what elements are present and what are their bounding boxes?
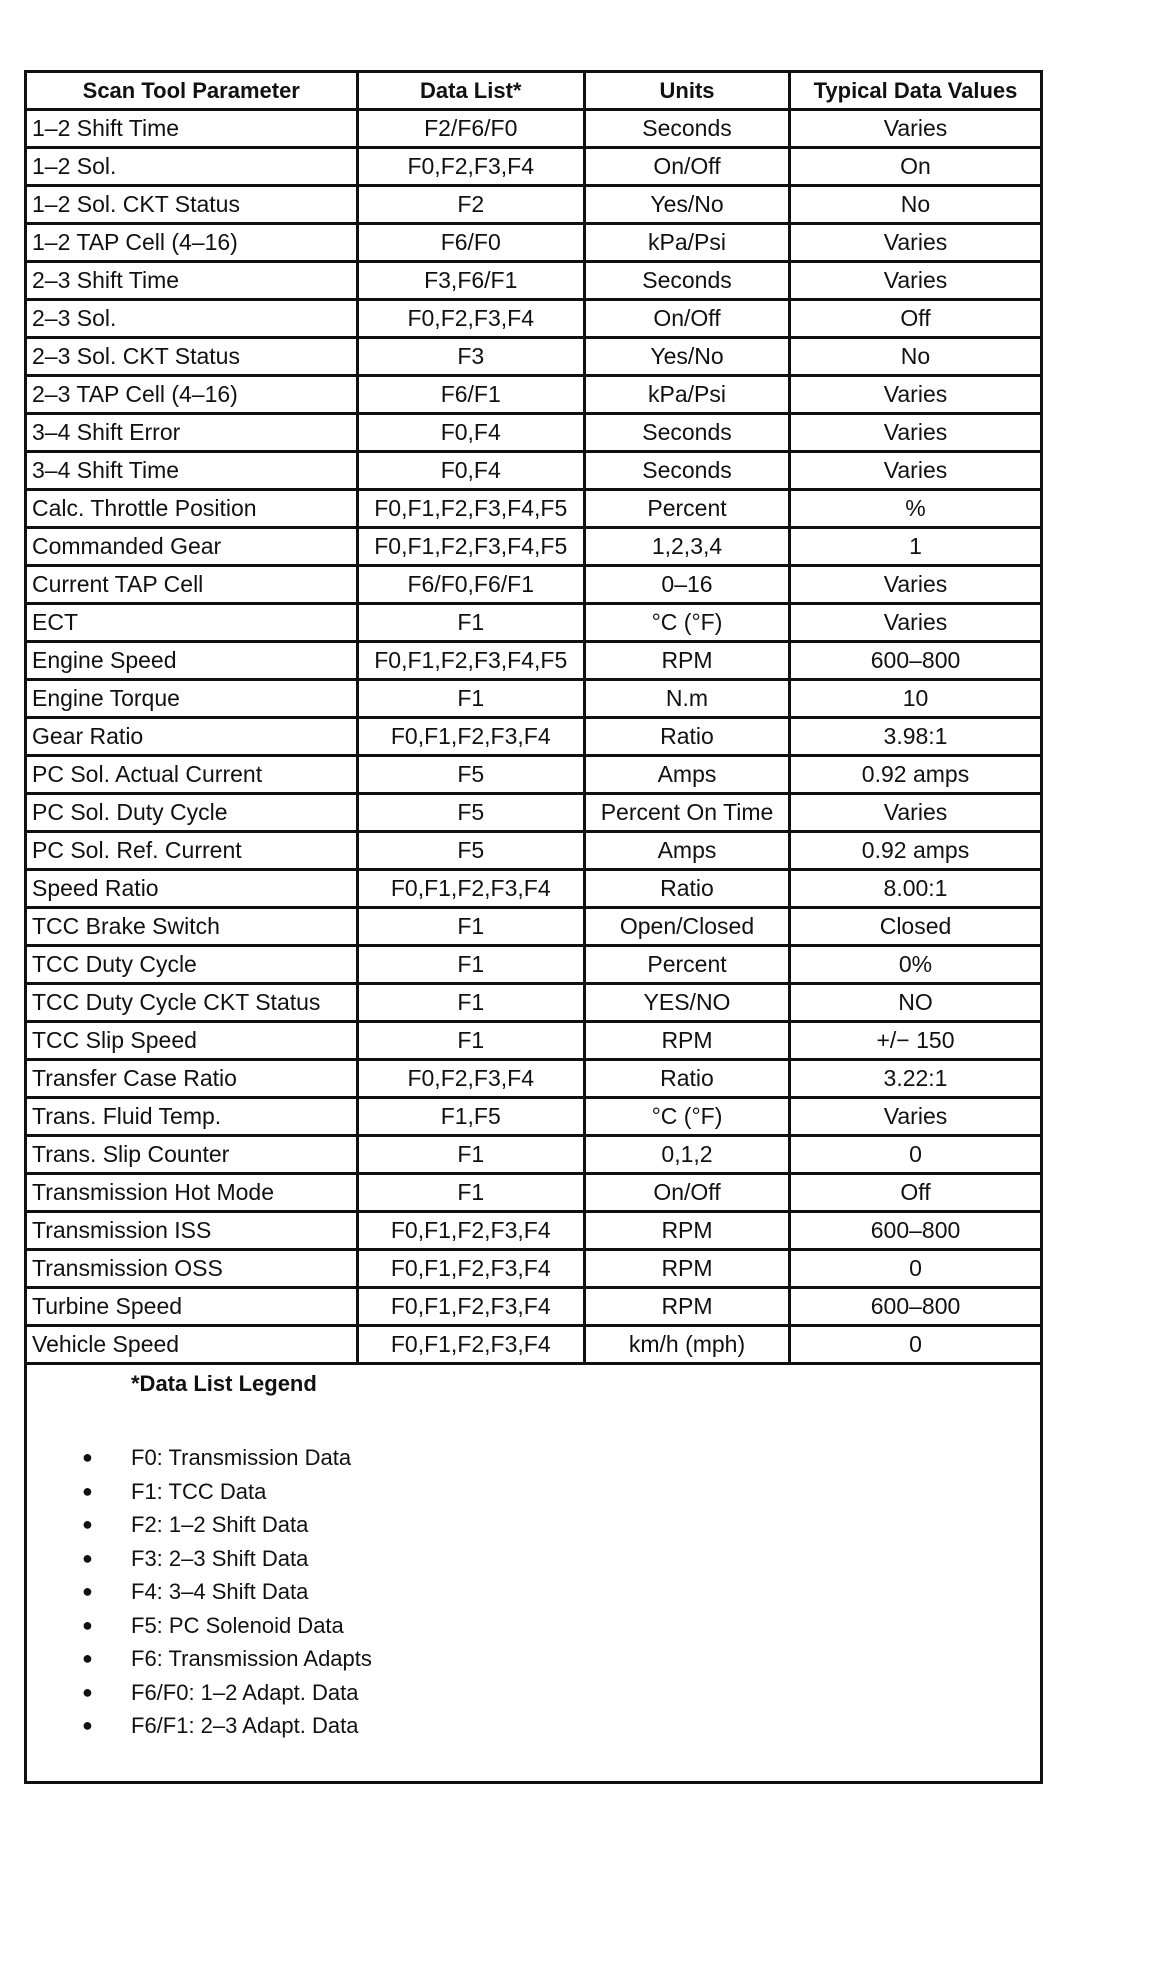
cell-parameter: TCC Duty Cycle CKT Status: [26, 984, 358, 1022]
cell-units: On/Off: [584, 1174, 789, 1212]
cell-units: N.m: [584, 680, 789, 718]
bullet-icon: ●: [82, 1614, 93, 1635]
cell-units: °C (°F): [584, 604, 789, 642]
table-row: [26, 300, 1042, 338]
cell-data-list: F0,F2,F3,F4: [357, 300, 584, 338]
table-row: [26, 1250, 1042, 1288]
cell-data-list: F1: [357, 1022, 584, 1060]
cell-units: kPa/Psi: [584, 376, 789, 414]
cell-typical-value: Varies: [790, 1098, 1042, 1136]
cell-units: kPa/Psi: [584, 224, 789, 262]
cell-parameter: PC Sol. Ref. Current: [26, 832, 358, 870]
legend-item: [72, 1542, 372, 1576]
cell-data-list: F0,F1,F2,F3,F4,F5: [357, 490, 584, 528]
cell-units: km/h (mph): [584, 1326, 789, 1364]
cell-units: RPM: [584, 1212, 789, 1250]
cell-parameter: 2–3 Sol.: [26, 300, 358, 338]
legend-item: [72, 1441, 372, 1475]
cell-parameter: Transmission OSS: [26, 1250, 358, 1288]
scan-tool-data-table: [24, 70, 1043, 1365]
cell-parameter: PC Sol. Actual Current: [26, 756, 358, 794]
cell-data-list: F1: [357, 1174, 584, 1212]
cell-parameter: 1–2 TAP Cell (4–16): [26, 224, 358, 262]
cell-typical-value: 0.92 amps: [790, 756, 1042, 794]
cell-typical-value: No: [790, 338, 1042, 376]
cell-typical-value: Varies: [790, 604, 1042, 642]
cell-units: Amps: [584, 832, 789, 870]
legend-item-text: F0: Transmission Data: [131, 1445, 352, 1470]
bullet-icon: ●: [82, 1480, 93, 1501]
cell-data-list: F0,F1,F2,F3,F4,F5: [357, 528, 584, 566]
cell-typical-value: 0%: [790, 946, 1042, 984]
legend-item: [72, 1642, 372, 1676]
cell-units: Ratio: [584, 718, 789, 756]
cell-units: Ratio: [584, 870, 789, 908]
table-row: [26, 376, 1042, 414]
legend-list: [72, 1441, 372, 1743]
table-row: [26, 1326, 1042, 1364]
cell-typical-value: Varies: [790, 376, 1042, 414]
table-row: [26, 186, 1042, 224]
table-row: [26, 528, 1042, 566]
cell-parameter: Engine Torque: [26, 680, 358, 718]
table-row: [26, 718, 1042, 756]
header-scan-tool-parameter: Scan Tool Parameter: [26, 72, 358, 110]
cell-units: 1,2,3,4: [584, 528, 789, 566]
table-row: [26, 1174, 1042, 1212]
cell-parameter: 1–2 Shift Time: [26, 110, 358, 148]
table-row: [26, 1098, 1042, 1136]
cell-units: 0–16: [584, 566, 789, 604]
cell-typical-value: Varies: [790, 566, 1042, 604]
cell-parameter: Turbine Speed: [26, 1288, 358, 1326]
cell-typical-value: 0: [790, 1250, 1042, 1288]
bullet-icon: ●: [82, 1447, 93, 1467]
cell-data-list: F5: [357, 832, 584, 870]
cell-units: Ratio: [584, 1060, 789, 1098]
table-row: [26, 1022, 1042, 1060]
cell-parameter: Speed Ratio: [26, 870, 358, 908]
cell-units: Seconds: [584, 452, 789, 490]
table-row: [26, 1212, 1042, 1250]
header-data-list: Data List*: [357, 72, 584, 110]
legend-title: *Data List Legend: [131, 1371, 317, 1396]
cell-parameter: Trans. Fluid Temp.: [26, 1098, 358, 1136]
cell-units: On/Off: [584, 148, 789, 186]
cell-units: RPM: [584, 1250, 789, 1288]
cell-typical-value: Varies: [790, 262, 1042, 300]
table-row: [26, 908, 1042, 946]
cell-typical-value: 0: [790, 1326, 1042, 1364]
legend-item-text: F3: 2–3 Shift Data: [131, 1545, 309, 1571]
table-row: [26, 756, 1042, 794]
cell-parameter: Transfer Case Ratio: [26, 1060, 358, 1098]
cell-data-list: F1: [357, 1136, 584, 1174]
cell-data-list: F0,F2,F3,F4: [357, 1060, 584, 1098]
cell-typical-value: 600–800: [790, 1288, 1042, 1326]
cell-typical-value: Varies: [790, 224, 1042, 262]
header-units: Units: [584, 72, 789, 110]
cell-units: 0,1,2: [584, 1136, 789, 1174]
cell-parameter: Vehicle Speed: [26, 1326, 358, 1364]
cell-typical-value: 3.98:1: [790, 718, 1042, 756]
cell-data-list: F3: [357, 338, 584, 376]
cell-typical-value: 8.00:1: [790, 870, 1042, 908]
cell-parameter: 2–3 Shift Time: [26, 262, 358, 300]
cell-typical-value: Varies: [790, 452, 1042, 490]
legend-item: [72, 1575, 372, 1609]
bullet-icon: ●: [82, 1648, 93, 1668]
cell-parameter: Trans. Slip Counter: [26, 1136, 358, 1174]
table-row: [26, 946, 1042, 984]
cell-units: Seconds: [584, 414, 789, 452]
cell-data-list: F6/F1: [357, 376, 584, 414]
bullet-icon: ●: [82, 1514, 93, 1534]
legend-item-text: F6/F0: 1–2 Adapt. Data: [131, 1679, 359, 1705]
table-header-row: [26, 72, 1042, 110]
cell-parameter: 3–4 Shift Error: [26, 414, 358, 452]
cell-data-list: F0,F1,F2,F3,F4: [357, 1326, 584, 1364]
cell-typical-value: 0: [790, 1136, 1042, 1174]
cell-data-list: F2: [357, 186, 584, 224]
cell-typical-value: No: [790, 186, 1042, 224]
table-body: [26, 110, 1042, 1364]
table-row: [26, 870, 1042, 908]
cell-data-list: F0,F1,F2,F3,F4: [357, 1288, 584, 1326]
cell-parameter: Current TAP Cell: [26, 566, 358, 604]
scan-tool-data-sheet: [24, 70, 1043, 1784]
cell-data-list: F0,F1,F2,F3,F4: [357, 1250, 584, 1288]
cell-typical-value: 600–800: [790, 1212, 1042, 1250]
table-row: [26, 414, 1042, 452]
cell-parameter: TCC Slip Speed: [26, 1022, 358, 1060]
cell-units: Amps: [584, 756, 789, 794]
cell-data-list: F5: [357, 756, 584, 794]
table-row: [26, 262, 1042, 300]
cell-parameter: 3–4 Shift Time: [26, 452, 358, 490]
cell-typical-value: NO: [790, 984, 1042, 1022]
cell-units: RPM: [584, 1288, 789, 1326]
legend-item: [72, 1508, 372, 1542]
cell-typical-value: 10: [790, 680, 1042, 718]
cell-data-list: F0,F2,F3,F4: [357, 148, 584, 186]
cell-data-list: F5: [357, 794, 584, 832]
cell-units: Percent: [584, 946, 789, 984]
cell-parameter: Gear Ratio: [26, 718, 358, 756]
cell-parameter: 1–2 Sol. CKT Status: [26, 186, 358, 224]
cell-data-list: F6/F0: [357, 224, 584, 262]
table-row: [26, 794, 1042, 832]
table-row: [26, 110, 1042, 148]
cell-typical-value: 600–800: [790, 642, 1042, 680]
cell-typical-value: Closed: [790, 908, 1042, 946]
cell-parameter: TCC Duty Cycle: [26, 946, 358, 984]
legend-item-text: F2: 1–2 Shift Data: [131, 1512, 309, 1537]
cell-typical-value: 3.22:1: [790, 1060, 1042, 1098]
cell-data-list: F0,F4: [357, 414, 584, 452]
cell-data-list: F1: [357, 946, 584, 984]
cell-typical-value: Varies: [790, 110, 1042, 148]
cell-data-list: F0,F1,F2,F3,F4: [357, 1212, 584, 1250]
cell-units: RPM: [584, 1022, 789, 1060]
table-row: [26, 490, 1042, 528]
cell-units: Percent On Time: [584, 794, 789, 832]
cell-units: Seconds: [584, 262, 789, 300]
legend-item: [72, 1475, 372, 1509]
cell-parameter: TCC Brake Switch: [26, 908, 358, 946]
cell-parameter: Transmission Hot Mode: [26, 1174, 358, 1212]
table-row: [26, 338, 1042, 376]
cell-parameter: Commanded Gear: [26, 528, 358, 566]
table-row: [26, 566, 1042, 604]
table-row: [26, 680, 1042, 718]
cell-data-list: F0,F1,F2,F3,F4: [357, 718, 584, 756]
cell-parameter: 2–3 Sol. CKT Status: [26, 338, 358, 376]
cell-units: YES/NO: [584, 984, 789, 1022]
cell-typical-value: Off: [790, 300, 1042, 338]
legend-item-text: F4: 3–4 Shift Data: [131, 1579, 309, 1604]
data-list-legend: [24, 1365, 1043, 1784]
cell-data-list: F1: [357, 908, 584, 946]
cell-data-list: F1: [357, 604, 584, 642]
table-row: [26, 148, 1042, 186]
cell-parameter: Calc. Throttle Position: [26, 490, 358, 528]
cell-units: °C (°F): [584, 1098, 789, 1136]
cell-typical-value: +/− 150: [790, 1022, 1042, 1060]
cell-typical-value: On: [790, 148, 1042, 186]
table-row: [26, 642, 1042, 680]
cell-data-list: F1,F5: [357, 1098, 584, 1136]
cell-units: RPM: [584, 642, 789, 680]
cell-parameter: 1–2 Sol.: [26, 148, 358, 186]
cell-units: On/Off: [584, 300, 789, 338]
cell-typical-value: 1: [790, 528, 1042, 566]
header-typical-data-values: Typical Data Values: [790, 72, 1042, 110]
table-row: [26, 1288, 1042, 1326]
cell-parameter: ECT: [26, 604, 358, 642]
cell-units: Yes/No: [584, 186, 789, 224]
table-row: [26, 452, 1042, 490]
cell-typical-value: Varies: [790, 794, 1042, 832]
cell-data-list: F3,F6/F1: [357, 262, 584, 300]
cell-typical-value: %: [790, 490, 1042, 528]
bullet-icon: ●: [82, 1681, 93, 1702]
table-row: [26, 1060, 1042, 1098]
legend-item-text: F6/F1: 2–3 Adapt. Data: [131, 1713, 359, 1738]
legend-item-text: F1: TCC Data: [131, 1478, 267, 1504]
cell-units: Percent: [584, 490, 789, 528]
cell-parameter: Engine Speed: [26, 642, 358, 680]
cell-data-list: F1: [357, 680, 584, 718]
legend-item: [72, 1676, 372, 1710]
cell-typical-value: Off: [790, 1174, 1042, 1212]
cell-data-list: F1: [357, 984, 584, 1022]
cell-data-list: F0,F1,F2,F3,F4: [357, 870, 584, 908]
table-row: [26, 1136, 1042, 1174]
legend-item: [72, 1709, 372, 1743]
bullet-icon: ●: [82, 1547, 93, 1568]
table-row: [26, 224, 1042, 262]
cell-units: Yes/No: [584, 338, 789, 376]
cell-typical-value: 0.92 amps: [790, 832, 1042, 870]
bullet-icon: ●: [82, 1581, 93, 1601]
cell-parameter: PC Sol. Duty Cycle: [26, 794, 358, 832]
cell-parameter: Transmission ISS: [26, 1212, 358, 1250]
bullet-icon: ●: [82, 1715, 93, 1735]
cell-parameter: 2–3 TAP Cell (4–16): [26, 376, 358, 414]
legend-item-text: F5: PC Solenoid Data: [131, 1612, 344, 1638]
table-row: [26, 984, 1042, 1022]
cell-units: Open/Closed: [584, 908, 789, 946]
cell-typical-value: Varies: [790, 414, 1042, 452]
legend-item: [72, 1609, 372, 1643]
cell-data-list: F2/F6/F0: [357, 110, 584, 148]
table-row: [26, 604, 1042, 642]
cell-units: Seconds: [584, 110, 789, 148]
cell-data-list: F6/F0,F6/F1: [357, 566, 584, 604]
cell-data-list: F0,F1,F2,F3,F4,F5: [357, 642, 584, 680]
table-row: [26, 832, 1042, 870]
legend-item-text: F6: Transmission Adapts: [131, 1646, 372, 1671]
cell-data-list: F0,F4: [357, 452, 584, 490]
